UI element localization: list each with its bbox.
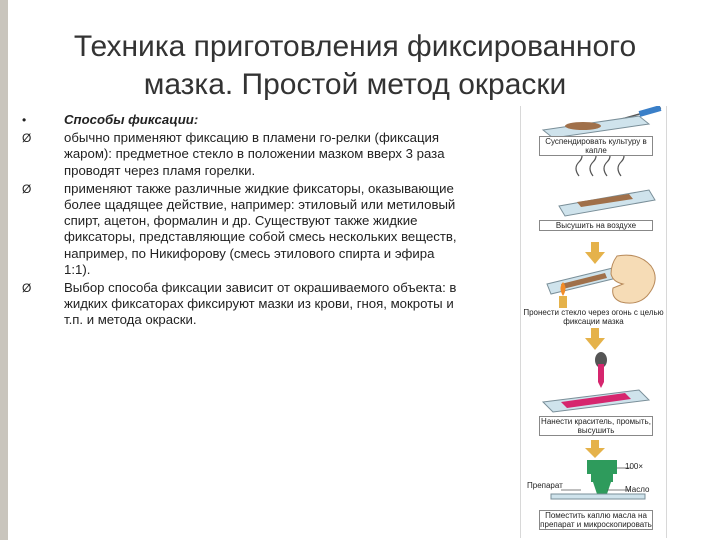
arrow-bullet-icon: Ø xyxy=(22,131,32,146)
title-line-2: мазка. Простой метод окраски xyxy=(143,68,567,101)
staining-procedure-diagram xyxy=(520,106,667,538)
bullet-item xyxy=(22,181,462,278)
magnification-label: 100× xyxy=(625,462,644,471)
arrow-down-icon xyxy=(585,440,605,458)
slide-icon xyxy=(543,390,649,412)
bullet-item xyxy=(22,280,462,329)
bullet-list xyxy=(22,112,462,331)
bullet-item xyxy=(22,130,462,179)
bullet-heading: Способы фиксации: xyxy=(64,112,199,127)
slide-label: Препарат xyxy=(527,481,563,490)
arrow-bullet-icon: Ø xyxy=(22,181,32,196)
bullet-text: Выбор способа фиксации зависит от окрашиваемого объекта: в жидких фиксаторах фиксируют мазки из крови, гноя, мокроты и т.п. и метода окраски. xyxy=(64,280,457,328)
bullet-dot-icon: • xyxy=(22,113,27,127)
slide-icon xyxy=(559,190,655,216)
step-2-caption: Высушить на воздухе xyxy=(539,220,653,231)
step-5-caption: Поместить каплю масла на препарат и микроскопировать xyxy=(540,511,652,529)
title-line-1: Техника приготовления фиксированного xyxy=(73,30,637,63)
dropper-icon xyxy=(595,352,607,388)
hand-holding-slide-icon xyxy=(547,255,655,303)
arrow-down-icon xyxy=(585,328,605,350)
slide-title xyxy=(30,28,680,104)
slide-accent-bar xyxy=(0,0,8,540)
arrow-bullet-icon: Ø xyxy=(22,281,32,296)
step-4-caption: Нанести краситель, промыть, высушить xyxy=(539,416,653,436)
step-1-caption: Суспендировать культуру в капле xyxy=(539,136,653,156)
smear-drop-icon xyxy=(565,122,601,130)
arrow-down-icon xyxy=(585,242,605,264)
bullet-item xyxy=(22,112,462,128)
bullet-text: применяют также различные жидкие фиксаторы, оказывающие более щадящее действие, например: этиловый или метиловый спирт, ацетон, формалин и др. Существуют также жидкие фиксаторы, представляющие собой смесь нескольких веществ, например, по Никифорову (смесь этилового спирта и эфира 1:1). xyxy=(64,180,457,277)
step-3-caption: Пронести стекло через огонь с целью фиксации мазка xyxy=(523,308,664,326)
bullet-text: обычно применяют фиксацию в пламени го-релки (фиксация жаром): предметное стекло в положении мазком вверх 3 раза проводят через пламя горелки. xyxy=(64,130,445,178)
oil-label: Масло xyxy=(625,485,650,494)
